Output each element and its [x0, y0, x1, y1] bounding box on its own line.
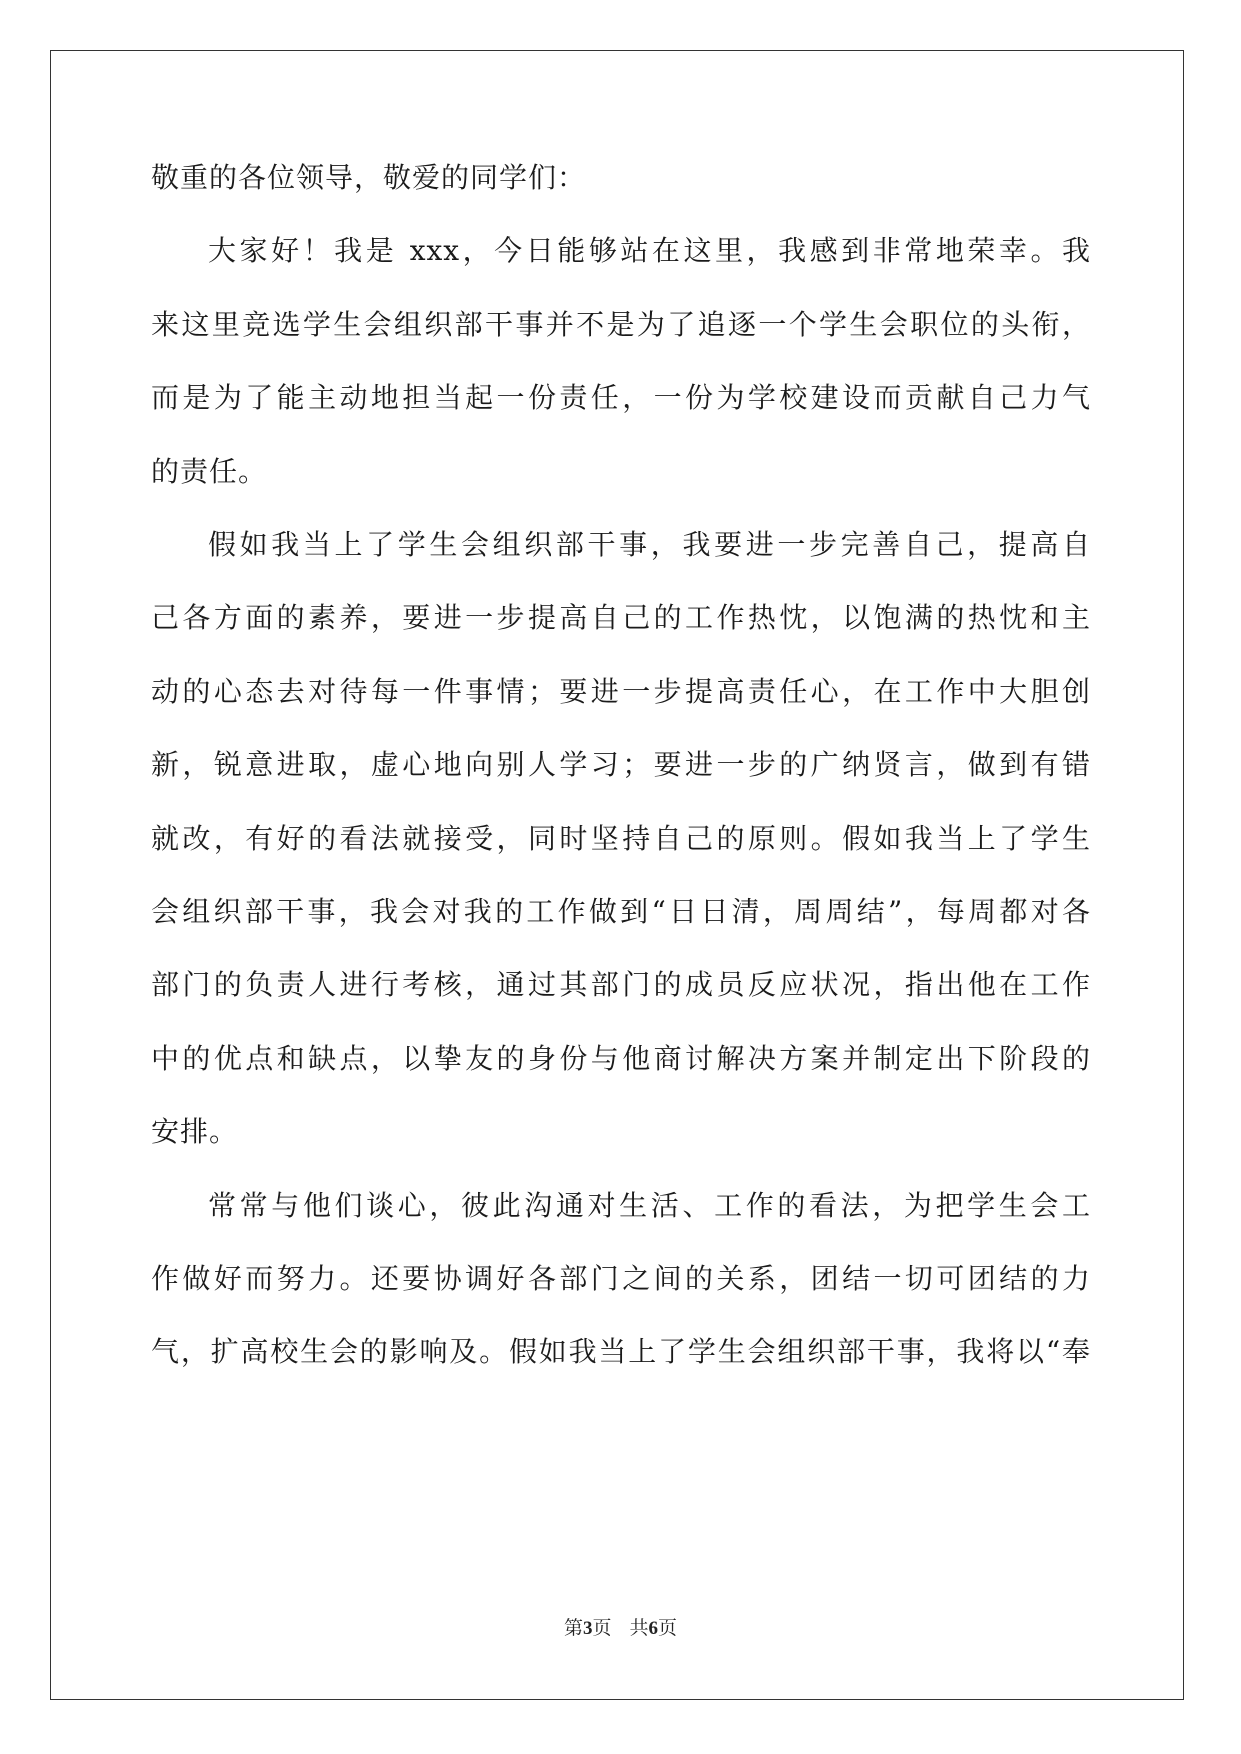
- text-line-11: 会组织部干事，我会对我的工作做到“日日清，周周结”，每周都对各: [151, 895, 1091, 928]
- text-line-6: 假如我当上了学生会组织部干事，我要进一步完善自己，提高自: [208, 528, 1091, 561]
- total-label-suffix: 页: [658, 1617, 678, 1639]
- text-line-5: 的责任。: [151, 454, 268, 488]
- text-line-12: 部门的负责人进行考核，通过其部门的成员反应状况，指出他在工作: [151, 968, 1091, 1002]
- page-label-suffix: 页: [592, 1617, 612, 1639]
- current-page-number: 3: [582, 1618, 593, 1639]
- text-line-14: 安排。: [151, 1115, 239, 1149]
- page-footer: [0, 1616, 1241, 1641]
- text-line-2: 大家好！我是 xxx，今日能够站在这里，我感到非常地荣幸。我: [208, 234, 1091, 268]
- text-line-15: 常常与他们谈心，彼此沟通对生活、工作的看法，为把学生会工: [208, 1188, 1091, 1222]
- page-label-prefix: 第: [563, 1617, 583, 1639]
- text-line-4: 而是为了能主动地担当起一份责任，一份为学校建设而贡献自己力气: [151, 381, 1091, 415]
- text-line-10: 就改，有好的看法就接受，同时坚持自己的原则。假如我当上了学生: [151, 821, 1091, 855]
- text-line-9: 新，锐意进取，虚心地向别人学习；要进一步的广纳贤言，做到有错: [151, 748, 1091, 782]
- text-line-16: 作做好而努力。还要协调好各部门之间的关系，团结一切可团结的力: [151, 1262, 1091, 1295]
- text-line-1: 敬重的各位领导，敬爱的同学们：: [151, 161, 587, 194]
- page-border: [50, 50, 1184, 1700]
- text-line-8: 动的心态去对待每一件事情；要进一步提高责任心，在工作中大胆创: [151, 674, 1091, 708]
- text-line-17: 气，扩高校生会的影响及。假如我当上了学生会组织部干事，我将以“奉: [151, 1335, 1091, 1369]
- total-label-prefix: 共: [629, 1617, 649, 1639]
- text-line-7: 己各方面的素养，要进一步提高自己的工作热忱，以饱满的热忱和主: [151, 601, 1091, 635]
- text-line-3: 来这里竞选学生会组织部干事并不是为了追逐一个学生会职位的头衔，: [151, 307, 1091, 341]
- total-page-count: 6: [648, 1618, 659, 1639]
- text-line-13: 中的优点和缺点，以挚友的身份与他商讨解决方案并制定出下阶段的: [151, 1041, 1091, 1075]
